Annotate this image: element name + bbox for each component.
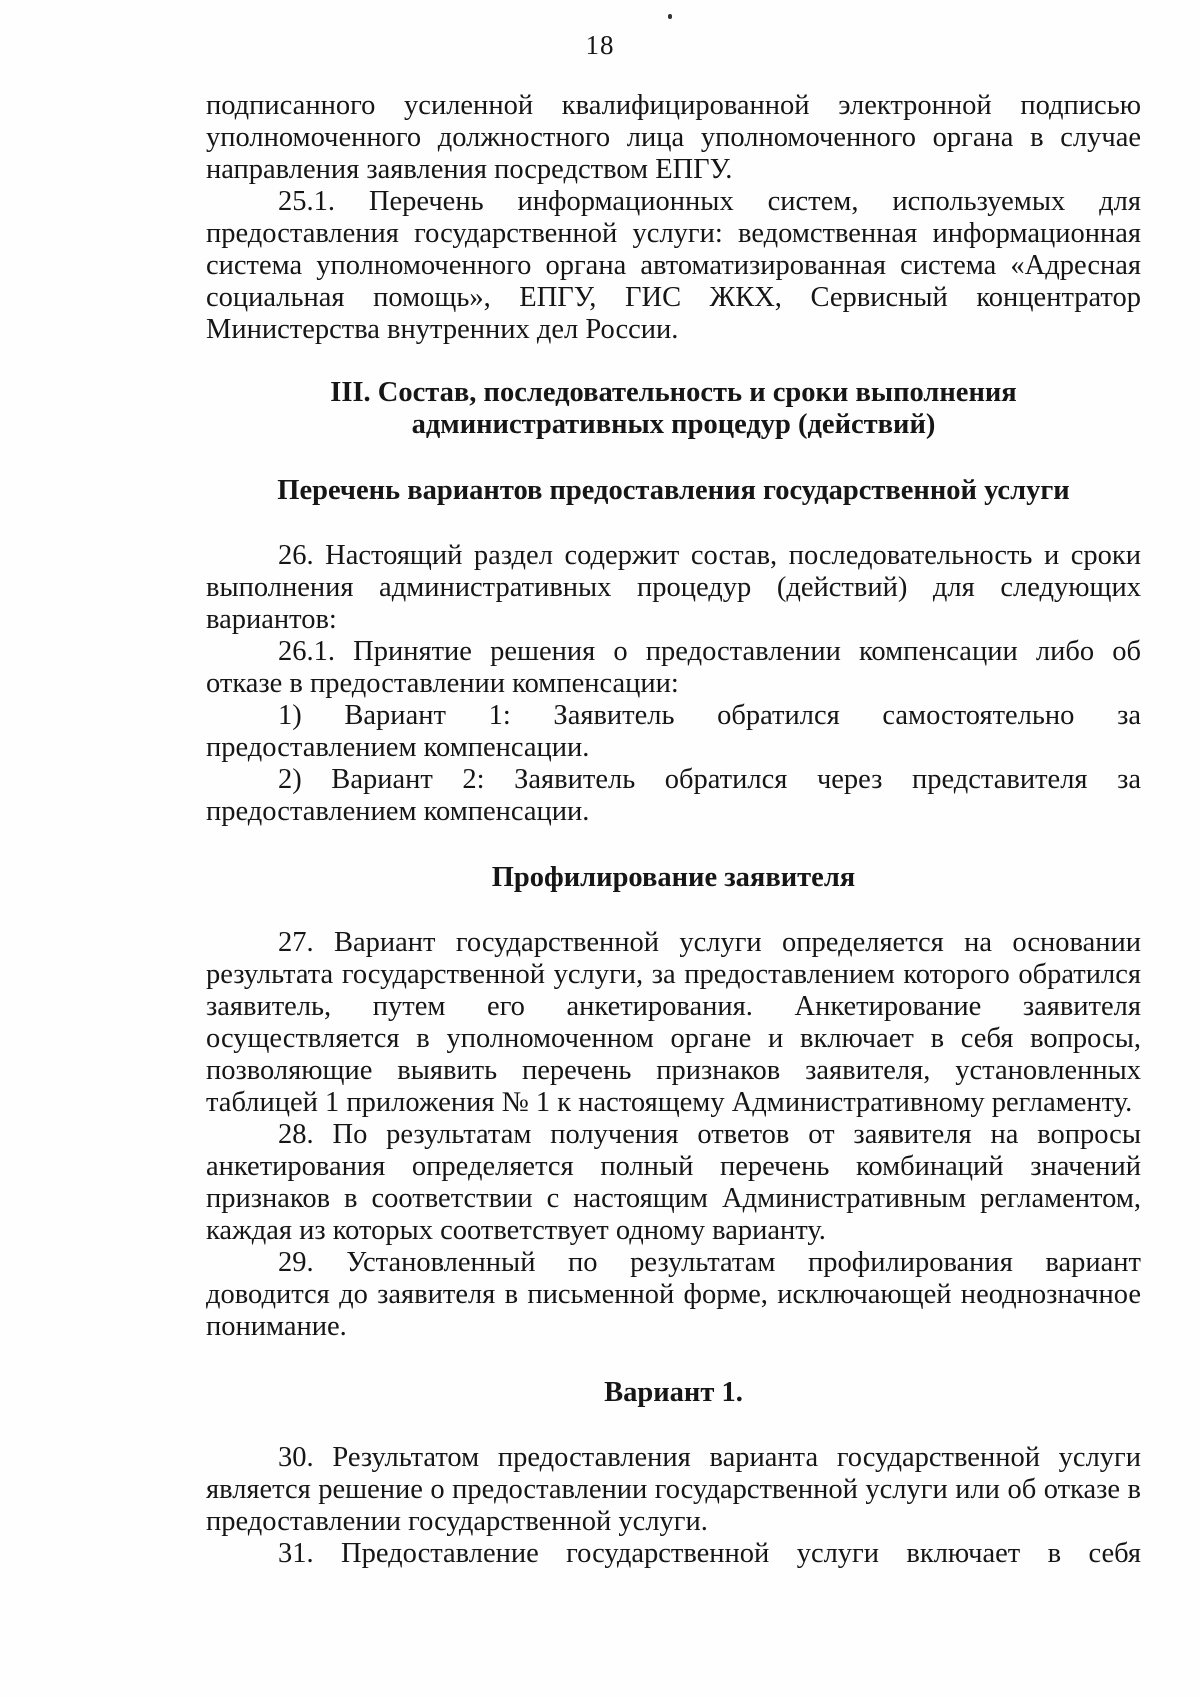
paragraph-29: 29. Установленный по результатам профилирования вариант доводится до заявителя в письменной форме, исключающей неоднозначное понимание.: [206, 1247, 1141, 1342]
page-number: 18: [585, 30, 615, 60]
section-title: [206, 377, 1141, 441]
paragraph-27: 27. Вариант государственной услуги определяется на основании результата государственной услуги, за предоставлением которого обратился заявитель, путем его анкетирования. Анкетирование заявителя осуществляется в уполномоченном органе и включает в себя вопросы, позволяющие выявить перечень признаков заявителя, установленных таблицей 1 приложения № 1 к настоящему Административному регламенту.: [206, 927, 1141, 1118]
section-title-line-1: III. Состав, последовательность и сроки выполнения: [330, 377, 1017, 408]
paragraph-26-1: 26.1. Принятие решения о предоставлении компенсации либо об отказе в предоставлении компенсации:: [206, 636, 1141, 699]
heading-variant-1: Вариант 1.: [604, 1377, 743, 1408]
paragraph-signature: подписанного усиленной квалифицированной электронной подписью уполномоченного должностного лица уполномоченного органа в случае направления заявления посредством ЕПГУ.: [206, 90, 1141, 185]
document-body: [206, 90, 1141, 1570]
scan-dot: [668, 14, 672, 19]
paragraph-31: 31. Предоставление государственной услуги включает в себя: [278, 1538, 1141, 1569]
paragraph-variant-2-item: 2) Вариант 2: Заявитель обратился через представителя за предоставлением компенсации.: [206, 764, 1141, 827]
paragraph-26: 26. Настоящий раздел содержит состав, последовательность и сроки выполнения административных процедур (действий) для следующих вариантов:: [206, 540, 1141, 635]
heading-variants-list: Перечень вариантов предоставления государственной услуги: [277, 475, 1070, 506]
paragraph-variant-1-item: 1) Вариант 1: Заявитель обратился самостоятельно за предоставлением компенсации.: [206, 700, 1141, 763]
paragraph-28: 28. По результатам получения ответов от заявителя на вопросы анкетирования определяется полный перечень комбинаций значений признаков в соответствии с настоящим Административным регламентом, каждая из которых соответствует одному варианту.: [206, 1119, 1141, 1246]
heading-profiling: Профилирование заявителя: [491, 862, 856, 893]
paragraph-25-1: 25.1. Перечень информационных систем, используемых для предоставления государственной услуги: ведомственная информационная система уполномоченного органа автоматизированная система «Адресная социальная помощь», ЕПГУ, ГИС ЖКХ, Сервисный концентратор Министерства внутренних дел России.: [206, 186, 1141, 345]
paragraph-30: 30. Результатом предоставления варианта государственной услуги является решение о предоставлении государственной услуги или об отказе в предоставлении государственной услуги.: [206, 1442, 1141, 1537]
section-title-line-2: административных процедур (действий): [411, 409, 936, 440]
